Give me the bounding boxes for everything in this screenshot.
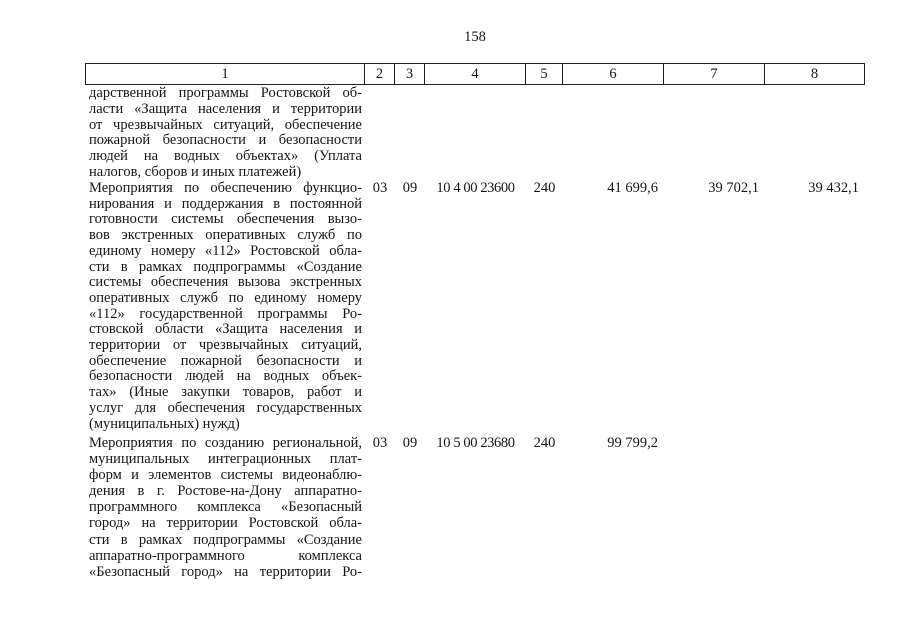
description-line: ласти «Защита населения и территории <box>89 100 362 117</box>
description-line: муниципальных интеграционных плат- <box>89 451 362 468</box>
description-line: Мероприятия по обеспечению функцио- <box>89 180 362 196</box>
description-cell <box>85 435 365 580</box>
description-line: тах» (Иные закупки товаров, работ и <box>89 384 362 401</box>
description-line: «112» государственной программы Ро- <box>89 305 362 322</box>
target-article-cell <box>425 86 526 181</box>
description-line: форм и элементов системы видеонаблю- <box>89 467 362 484</box>
amount-cell-col7 <box>664 86 765 181</box>
header-cell-8: 8 <box>765 63 865 85</box>
header-cell-2: 2 <box>365 63 395 85</box>
description-line: нирования и поддержания в постоянной <box>89 195 362 212</box>
table-row <box>85 435 865 580</box>
description-line: налогов, сборов и иных платежей) <box>89 163 302 180</box>
description-line: пожарной безопасности и безопасности <box>89 132 362 149</box>
description-line: «Безопасный город» на территории Ро- <box>89 563 362 580</box>
description-line: от чрезвычайных ситуаций, обеспечение <box>89 116 362 133</box>
header-cell-3: 3 <box>395 63 425 85</box>
subsection-code-cell: 09 <box>402 435 418 451</box>
description-line: (муниципальных) нужд) <box>89 415 240 432</box>
header-cell-6: 6 <box>563 63 664 85</box>
description-cell <box>85 86 365 181</box>
amount-cell-col7 <box>664 435 765 580</box>
amount-cell-col6: 41 699,6 <box>607 180 658 196</box>
target-article-cell: 10 5 00 23680 <box>436 435 515 451</box>
amount-cell-col8 <box>765 435 865 580</box>
header-cell-7: 7 <box>664 63 765 85</box>
header-cell-1: 1 <box>85 63 365 85</box>
amount-cell-col7: 39 702,1 <box>708 180 759 196</box>
description-line: людей на водных объектах» (Уплата <box>89 148 362 165</box>
description-cell <box>85 181 365 432</box>
description-line: вов экстренных оперативных служб по <box>89 227 362 244</box>
description-line: дарственной программы Ростовской об- <box>89 85 362 101</box>
description-line: готовности системы обеспечения вызо- <box>89 211 362 228</box>
expense-type-cell: 240 <box>533 180 556 196</box>
description-line: безопасности людей на водных объек- <box>89 368 362 385</box>
section-code-cell <box>365 86 395 181</box>
description-line: единому номеру «112» Ростовской обла- <box>89 242 362 259</box>
page-number: 158 <box>464 29 486 45</box>
amount-cell-col6 <box>563 86 664 181</box>
description-line: оперативных служб по единому номеру <box>89 289 362 306</box>
description-line: обеспечение пожарной безопасности и <box>89 352 362 369</box>
description-line: дения в г. Ростове-на-Дону аппаратно- <box>89 483 362 500</box>
table-row <box>85 86 865 181</box>
header-cell-4: 4 <box>425 63 526 85</box>
subsection-code-cell <box>395 86 425 181</box>
description-line: территории от чрезвычайных ситуаций, <box>89 337 362 354</box>
description-line: Мероприятия по созданию региональной, <box>89 435 362 451</box>
table-row <box>85 181 865 432</box>
expense-type-cell <box>526 86 563 181</box>
description-line: системы обеспечения вызова экстренных <box>89 274 362 291</box>
header-cell-5: 5 <box>526 63 563 85</box>
amount-cell-col8 <box>765 86 865 181</box>
subsection-code-cell: 09 <box>402 180 418 196</box>
target-article-cell: 10 4 00 23600 <box>436 180 515 196</box>
description-line: сти в рамках подпрограммы «Создание <box>89 531 362 548</box>
amount-cell-col6: 99 799,2 <box>607 435 658 451</box>
section-code-cell: 03 <box>372 435 388 451</box>
description-line: услуг для обеспечения государственных <box>89 399 362 416</box>
section-code-cell: 03 <box>372 180 388 196</box>
table-header-row <box>85 63 865 85</box>
description-line: город» на территории Ростовской обла- <box>89 515 362 532</box>
amount-cell-col8: 39 432,1 <box>808 180 859 196</box>
expense-type-cell: 240 <box>533 435 556 451</box>
description-line: сти в рамках подпрограммы «Создание <box>89 258 362 275</box>
description-line: программного комплекса «Безопасный <box>89 499 362 516</box>
description-line: стовской области «Защита населения и <box>89 321 362 338</box>
description-line: аппаратно-программного комплекса <box>89 547 362 564</box>
